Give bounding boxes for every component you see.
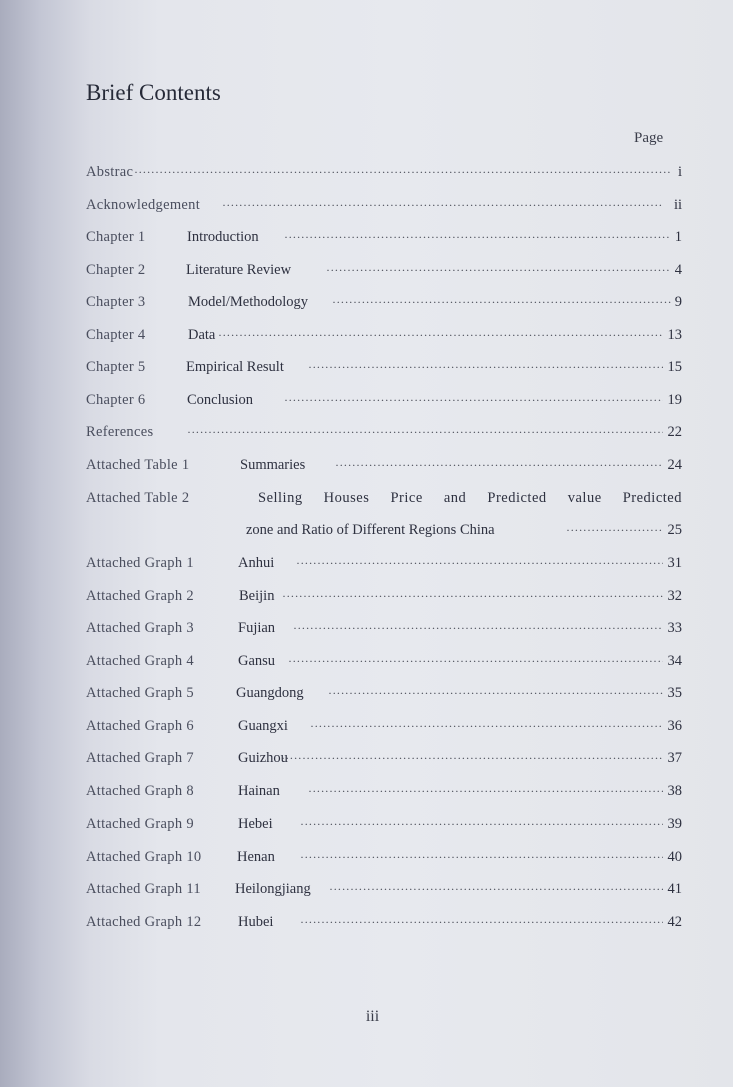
toc-entry — [86, 878, 682, 900]
dot-leader — [293, 617, 663, 639]
dot-leader — [308, 356, 663, 378]
toc-entry-page-number: 25 — [667, 522, 682, 538]
toc-entry — [86, 911, 682, 933]
toc-entry-title: Henan — [237, 849, 275, 865]
page-title: Brief Contents — [86, 80, 221, 105]
toc-entry — [86, 389, 682, 411]
toc-entry-title: Beijin — [239, 588, 275, 604]
dot-leader — [566, 519, 663, 541]
toc-entry — [86, 259, 682, 281]
toc-entry — [86, 585, 682, 607]
toc-entry-page-number: 24 — [667, 457, 682, 473]
toc-entry-title: Hainan — [238, 783, 280, 799]
toc-entry-prefix: Attached Table 1 — [86, 457, 190, 473]
toc-entry-page-number: 4 — [674, 262, 682, 278]
dot-leader — [281, 747, 663, 769]
toc-entry-prefix: Chapter 2 — [86, 262, 146, 278]
toc-entry-prefix: Attached Table 2 — [86, 490, 190, 506]
toc-entry-page-number: 39 — [667, 816, 682, 832]
toc-entry-page-number: 15 — [667, 359, 682, 375]
toc-entry — [86, 291, 682, 313]
page-number-footer: iii — [365, 1008, 380, 1025]
dot-leader — [326, 259, 671, 281]
dot-leader — [288, 650, 663, 672]
dot-leader — [308, 780, 663, 802]
toc-entry — [86, 682, 682, 704]
toc-entry-title: Empirical Result — [186, 359, 284, 375]
page-column-label: Page — [634, 130, 664, 146]
toc-entry-page-number: 31 — [667, 555, 682, 571]
toc-entry-prefix: Attached Graph 6 — [86, 718, 194, 734]
toc-entry — [86, 780, 682, 802]
toc-entry-title: Model/Methodology — [188, 294, 309, 310]
toc-entry-prefix: Attached Graph 10 — [86, 849, 202, 865]
toc-entry — [86, 487, 682, 509]
toc-entry — [86, 356, 682, 378]
toc-entry-page-number: 13 — [667, 327, 682, 343]
toc-entry — [86, 813, 682, 835]
toc-entry — [86, 421, 682, 443]
toc-entry-page-number: 36 — [667, 718, 682, 734]
toc-entry-page-number: 9 — [674, 294, 682, 310]
toc-entry-prefix: Chapter 5 — [86, 359, 146, 375]
toc-entry — [86, 650, 682, 672]
toc-entry-prefix: Attached Graph 2 — [86, 588, 194, 604]
toc-entry-page-number: 33 — [667, 620, 682, 636]
toc-entry-title: Anhui — [238, 555, 275, 571]
toc-entry — [86, 454, 682, 476]
toc-entry-title: Selling Houses Price and Predicted value Predicted — [258, 490, 682, 506]
toc-entry-prefix: Attached Graph 5 — [86, 685, 194, 701]
toc-entry-title: Conclusion — [187, 392, 254, 408]
dot-leader — [300, 813, 663, 835]
toc-entry-title: Heilongjiang — [235, 881, 311, 897]
toc-entry — [86, 715, 682, 737]
dot-leader — [187, 421, 663, 443]
toc-entry-title: Introduction — [187, 229, 259, 245]
toc-entry-title: Data — [188, 327, 216, 343]
dot-leader — [329, 878, 663, 900]
toc-entry-page-number: 41 — [667, 881, 682, 897]
toc-entry — [86, 552, 682, 574]
dot-leader — [300, 846, 663, 868]
toc-entry-prefix: Attached Graph 12 — [86, 914, 202, 930]
toc-entry-title: Hebei — [238, 816, 273, 832]
toc-entry-prefix: Acknowledgement — [86, 197, 201, 213]
dot-leader — [332, 291, 671, 313]
toc-entry-page-number: 40 — [667, 849, 682, 865]
dot-leader — [335, 454, 663, 476]
toc-entry — [86, 324, 682, 346]
toc-entry-prefix: Abstrac — [86, 164, 134, 180]
toc-entry-title: Guangdong — [236, 685, 304, 701]
dot-leader — [218, 324, 663, 346]
toc-entry-page-number: i — [677, 164, 682, 180]
dot-leader — [282, 585, 663, 607]
toc-entry-prefix: Attached Graph 11 — [86, 881, 201, 897]
toc-entry-prefix: References — [86, 424, 154, 440]
toc-entry-title: zone and Ratio of Different Regions China — [246, 522, 495, 538]
toc-entry — [86, 519, 682, 541]
toc-entry-prefix: Attached Graph 3 — [86, 620, 194, 636]
toc-entry-page-number: 34 — [667, 653, 682, 669]
toc-entry-page-number: ii — [673, 197, 682, 213]
toc-entry — [86, 194, 682, 216]
toc-entry-title: Guangxi — [238, 718, 288, 734]
toc-entry-title: Literature Review — [186, 262, 292, 278]
toc-entry-prefix: Chapter 4 — [86, 327, 146, 343]
dot-leader — [222, 194, 663, 216]
dot-leader — [300, 911, 663, 933]
toc-entry-prefix: Attached Graph 7 — [86, 750, 194, 766]
toc-entry — [86, 747, 682, 769]
dot-leader — [284, 389, 663, 411]
toc-entry-page-number: 42 — [667, 914, 682, 930]
dot-leader — [134, 161, 671, 183]
toc-entry — [86, 161, 682, 183]
toc-entry-page-number: 38 — [667, 783, 682, 799]
toc-entry-title: Summaries — [240, 457, 306, 473]
toc-entry-prefix: Attached Graph 1 — [86, 555, 194, 571]
toc-entry-prefix: Chapter 1 — [86, 229, 146, 245]
toc-entry-page-number: 19 — [667, 392, 682, 408]
toc-entry-title: Hubei — [238, 914, 274, 930]
toc-entry — [86, 226, 682, 248]
toc-entry-page-number: 32 — [667, 588, 682, 604]
toc-entry-prefix: Attached Graph 8 — [86, 783, 194, 799]
toc-entry-page-number: 37 — [667, 750, 682, 766]
toc-entry-prefix: Chapter 3 — [86, 294, 146, 310]
dot-leader — [310, 715, 663, 737]
toc-entry-page-number: 22 — [667, 424, 682, 440]
toc-entry — [86, 617, 682, 639]
dot-leader — [296, 552, 663, 574]
toc-entry-prefix: Attached Graph 4 — [86, 653, 194, 669]
dot-leader — [328, 682, 663, 704]
toc-entry-prefix: Attached Graph 9 — [86, 816, 194, 832]
toc-entry — [86, 846, 682, 868]
toc-entry-title: Fujian — [238, 620, 276, 636]
toc-entry-prefix: Chapter 6 — [86, 392, 146, 408]
toc-entry-title: Guizhou — [238, 750, 288, 766]
dot-leader — [284, 226, 671, 248]
toc-entry-page-number: 35 — [667, 685, 682, 701]
toc-entry-title: Gansu — [238, 653, 276, 669]
toc-entry-page-number: 1 — [674, 229, 682, 245]
